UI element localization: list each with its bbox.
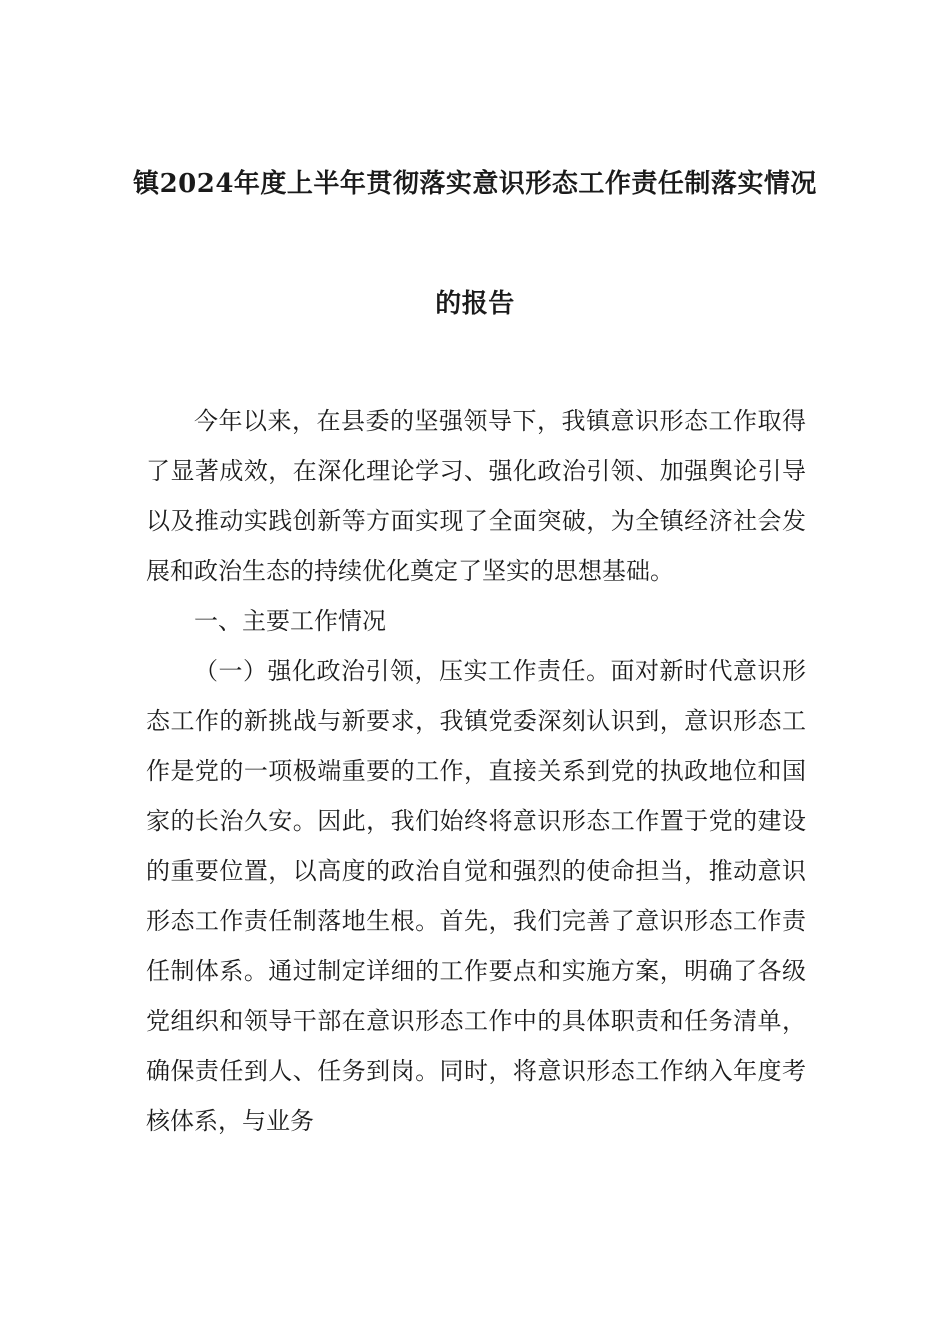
document-body	[146, 396, 806, 1146]
document-title-line-2: 的报告	[435, 289, 515, 319]
body-paragraph: （一）强化政治引领，压实工作责任。面对新时代意识形态工作的新挑战与新要求，我镇党委深刻认识到，意识形态工作是党的一项极端重要的工作，直接关系到党的执政地位和国家的长治久安。因此，我们始终将意识形态工作置于党的建设的重要位置，以高度的政治自觉和强烈的使命担当，推动意识形态工作责任制落地生根。首先，我们完善了意识形态工作责任制体系。通过制定详细的工作要点和实施方案，明确了各级党组织和领导干部在意识形态工作中的具体职责和任务清单，确保责任到人、任务到岗。同时，将意识形态工作纳入年度考核体系，与业务	[146, 657, 806, 1135]
section-heading: 一、主要工作情况	[194, 607, 386, 635]
intro-paragraph: 今年以来，在县委的坚强领导下，我镇意识形态工作取得了显著成效，在深化理论学习、强化政治引领、加强舆论引导以及推动实践创新等方面实现了全面突破，为全镇经济社会发展和政治生态的持续优化奠定了坚实的思想基础。	[146, 407, 806, 585]
document-title-line-1: 镇2024年度上半年贯彻落实意识形态工作责任制落实情况	[133, 169, 817, 199]
